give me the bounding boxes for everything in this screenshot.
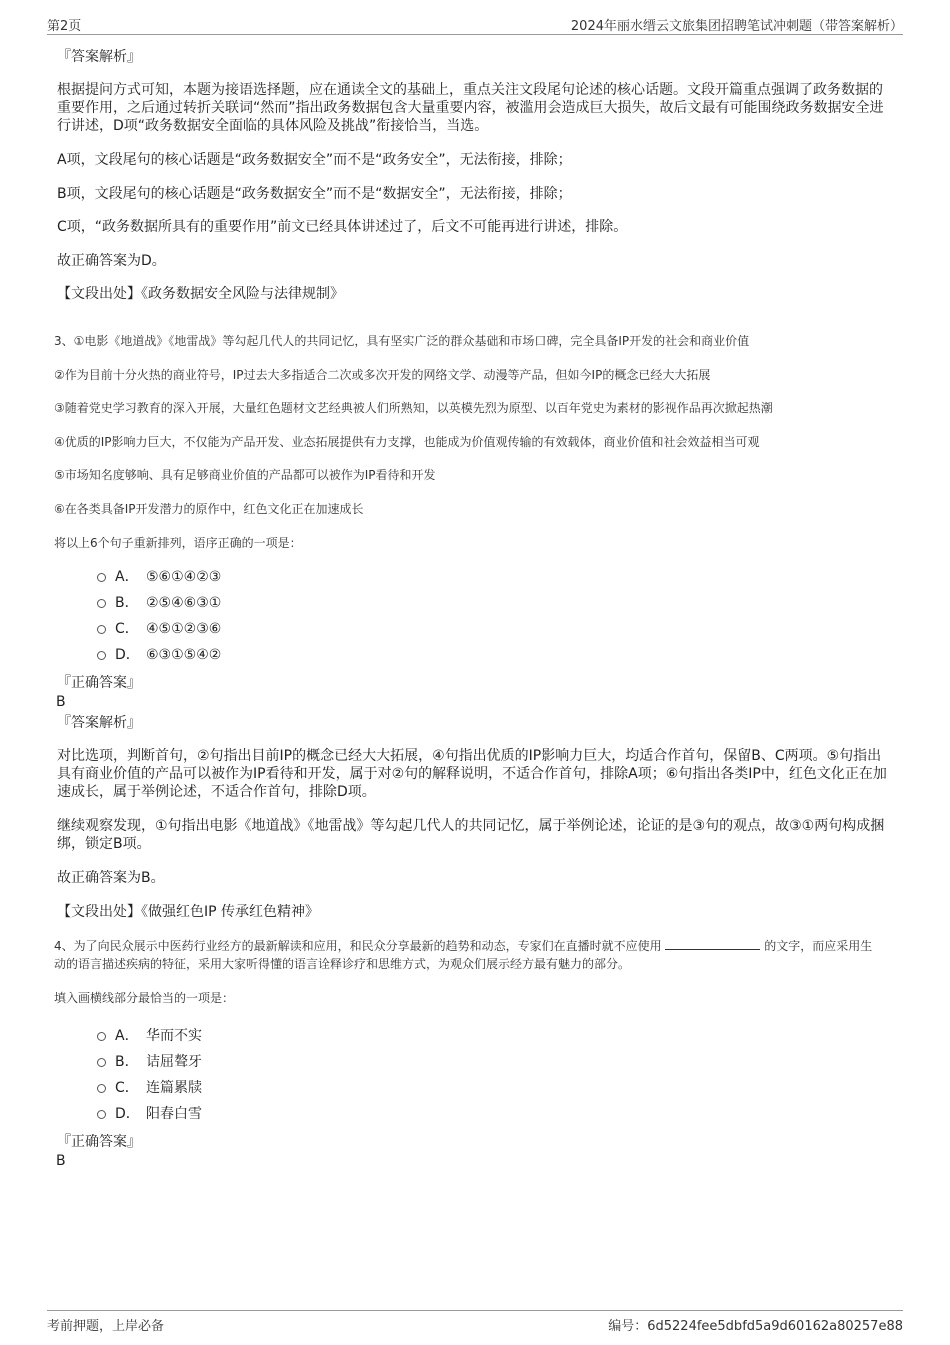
fill-in-blank — [665, 937, 760, 950]
option-letter: D． — [115, 1106, 140, 1122]
radio-icon[interactable] — [97, 1032, 106, 1041]
radio-icon[interactable] — [97, 573, 106, 582]
option-text: ⑥③①⑤④② — [146, 647, 222, 663]
q3-option-a[interactable] — [97, 568, 221, 586]
document-code — [608, 1315, 903, 1334]
option-text: 连篇累牍 — [146, 1080, 202, 1096]
option-letter: A． — [115, 569, 139, 585]
radio-icon[interactable] — [97, 599, 106, 608]
q3-option-d[interactable] — [97, 646, 221, 664]
q4-option-c[interactable] — [97, 1079, 202, 1097]
q3-prompt: 将以上6个句子重新排列，语序正确的一项是： — [54, 536, 302, 550]
q3-sentence-4: ④优质的IP影响力巨大，不仅能为产品开发、业态拓展提供有力支撑，也能成为价值观传输的有效载体，商业价值和社会效益相当可观 — [54, 435, 760, 449]
option-text: 华而不实 — [146, 1028, 202, 1044]
option-text: ⑤⑥①④②③ — [146, 569, 222, 585]
q4-option-d[interactable] — [97, 1105, 202, 1123]
q3-option-b[interactable] — [97, 594, 221, 612]
option-text: ④⑤①②③⑥ — [146, 621, 222, 637]
option-letter: B． — [115, 595, 139, 611]
footer-slogan: 考前押题，上岸必备 — [47, 1319, 165, 1334]
option-letter: B． — [115, 1054, 139, 1070]
q4-answer: B — [56, 1153, 66, 1169]
radio-icon[interactable] — [97, 1110, 106, 1119]
radio-icon[interactable] — [97, 1084, 106, 1093]
radio-icon[interactable] — [97, 625, 106, 634]
q3-conclusion: 故正确答案为B。 — [57, 870, 165, 886]
q2-analysis-option-a: A项，文段尾句的核心话题是“政务数据安全”而不是“政务安全”，无法衔接，排除； — [57, 152, 572, 168]
q4-option-b[interactable] — [97, 1053, 202, 1071]
q2-source: 【文段出处】《政务数据安全风险与法律规制》 — [57, 286, 344, 302]
option-text: ②⑤④⑥③① — [146, 595, 222, 611]
q3-analysis-paragraph-1: 对比选项，判断首句，②句指出目前IP的概念已经大大拓展，④句指出优质的IP影响力巨大，均适合作首句，保留B、C两项。⑤句指出具有商业价值的产品可以被作为IP看待和开发，属于对②句的解释说明，不适合作首句，排除A项；⑥句指出各类IP中，红色文化正在加速成长，属于举例论述，不适合作首句，排除D项。 — [57, 748, 887, 800]
option-letter: C． — [115, 1080, 139, 1096]
q3-source: 【文段出处】《做强红色IP 传承红色精神》 — [57, 904, 320, 920]
option-text: 诘屈聱牙 — [146, 1054, 202, 1070]
code-value: 6d5224fee5dbfd5a9d60162a80257e88 — [647, 1319, 903, 1334]
q2-conclusion: 故正确答案为D。 — [57, 253, 166, 269]
q3-option-c[interactable] — [97, 620, 221, 638]
q4-answer-label: 『正确答案』 — [57, 1134, 141, 1150]
option-text: 阳春白雪 — [146, 1106, 202, 1122]
option-letter: D． — [115, 647, 140, 663]
page-footer — [47, 1310, 903, 1333]
q3-analysis-label: 『答案解析』 — [57, 715, 141, 731]
q4-stem — [54, 937, 884, 973]
page-number: 第2页 — [47, 19, 82, 34]
q3-analysis-paragraph-2: 继续观察发现，①句指出电影《地道战》《地雷战》等勾起几代人的共同记忆，属于举例论述，论证的是③句的观点，故③①两句构成捆绑，锁定B项。 — [57, 818, 885, 852]
radio-icon[interactable] — [97, 651, 106, 660]
q3-answer: B — [56, 694, 66, 710]
q3-sentence-2: ②作为目前十分火热的商业符号，IP过去大多指适合二次或多次开发的网络文学、动漫等产品，但如今IP的概念已经大大拓展 — [54, 368, 711, 382]
q4-option-a[interactable] — [97, 1027, 202, 1045]
q2-analysis-paragraph: 根据提问方式可知，本题为接语选择题，应在通读全文的基础上，重点关注文段尾句论述的核心话题。文段开篇重点强调了政务数据的重要作用，之后通过转折关联词“然而”指出政务数据包含大量重要内容，被滥用会造成巨大损失，故后文最有可能围绕政务数据安全进行讲述，D项“政务数据安全面临的具体风险及挑战”衔接恰当，当选。 — [57, 82, 884, 134]
q2-analysis-label: 『答案解析』 — [57, 49, 141, 65]
q3-sentence-6: ⑥在各类具备IP开发潜力的原作中，红色文化正在加速成长 — [54, 502, 364, 516]
option-letter: A． — [115, 1028, 139, 1044]
q2-analysis-option-c: C项，“政务数据所具有的重要作用”前文已经具体讲述过了，后文不可能再进行讲述，排除。 — [57, 219, 628, 235]
code-label: 编号： — [608, 1319, 648, 1334]
q4-stem-before: 4、为了向民众展示中医药行业经方的最新解读和应用，和民众分享最新的趋势和动态，专家们在直播时就不应使用 — [54, 939, 662, 953]
document-title: 2024年丽水缙云文旅集团招聘笔试冲刺题（带答案解析） — [570, 19, 903, 34]
q4-stem-after: 的文字，而应采用生动的语言描述疾病的特征，采用大家听得懂的语言诠释诊疗和思维方式，为观众们展示经方最有魅力的部分。 — [54, 939, 873, 971]
q3-sentence-3: ③随着党史学习教育的深入开展，大量红色题材文艺经典被人们所熟知，以英模先烈为原型、以百年党史为素材的影视作品再次掀起热潮 — [54, 401, 773, 415]
page-header — [47, 14, 903, 35]
q3-sentence-1: 3、①电影《地道战》《地雷战》等勾起几代人的共同记忆，具有坚实广泛的群众基础和市场口碑，完全具备IP开发的社会和商业价值 — [54, 334, 750, 348]
radio-icon[interactable] — [97, 1058, 106, 1067]
q3-answer-label: 『正确答案』 — [57, 675, 141, 691]
q2-analysis-option-b: B项，文段尾句的核心话题是“政务数据安全”而不是“数据安全”，无法衔接，排除； — [57, 186, 572, 202]
q4-prompt: 填入画横线部分最恰当的一项是： — [54, 991, 235, 1005]
option-letter: C． — [115, 621, 139, 637]
q3-sentence-5: ⑤市场知名度够响、具有足够商业价值的产品都可以被作为IP看待和开发 — [54, 468, 436, 482]
